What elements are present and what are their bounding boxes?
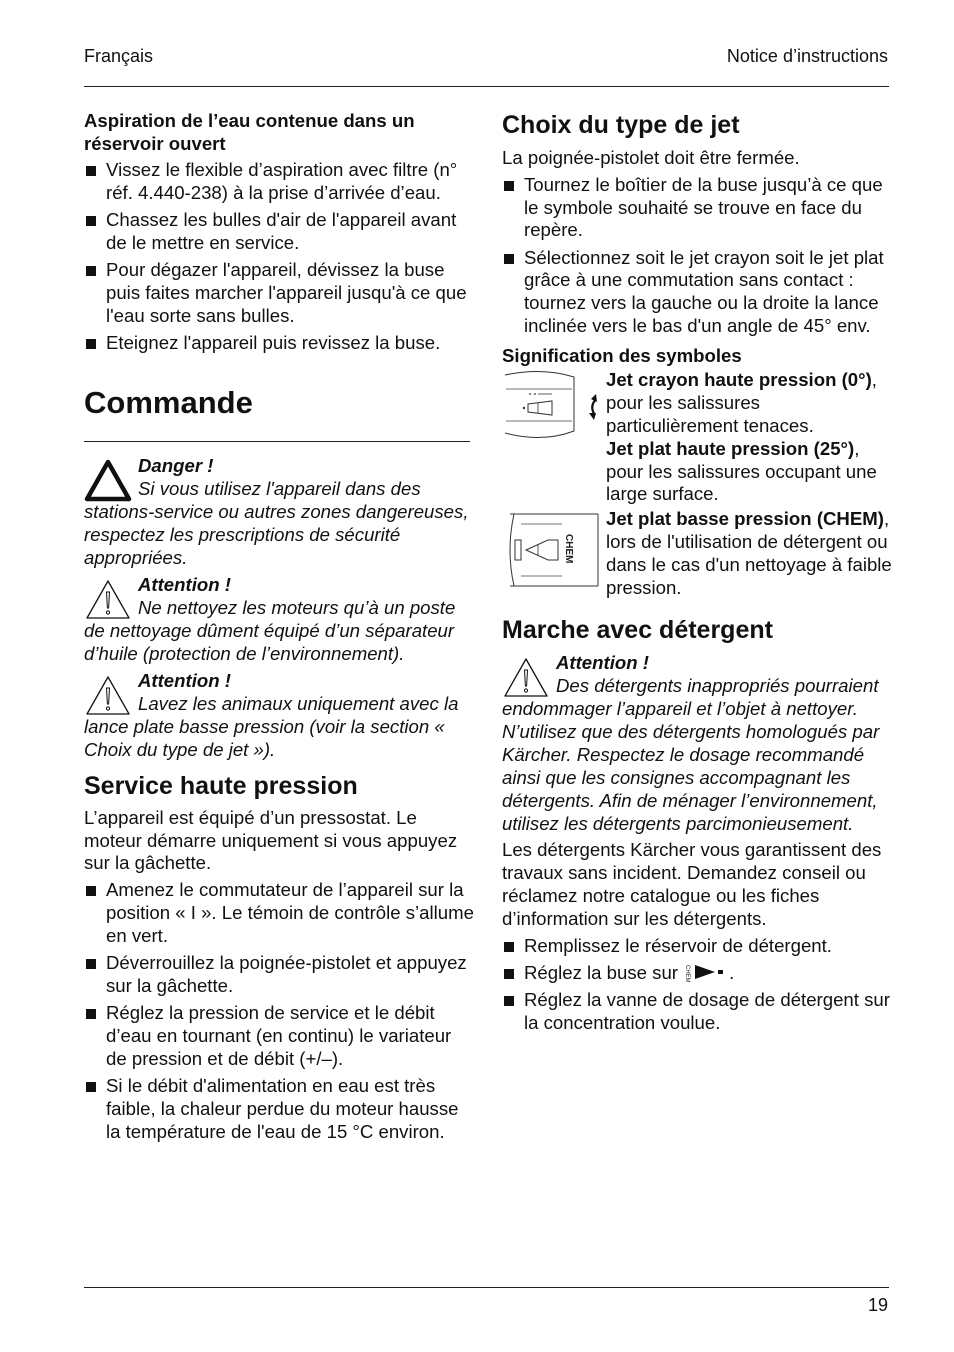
nozzle-high-pressure-icon	[502, 369, 606, 441]
detergent-list	[502, 935, 892, 1035]
symbol-flat-jet-desc: , pour les salissures occupant une large surface.	[606, 437, 877, 505]
danger-warning-icon	[84, 458, 132, 502]
attention-title: Attention !	[556, 652, 649, 674]
list-item: Si le débit d'alimentation en eau est très faible, la chaleur perdue du moteur hausse la température de l'eau de 15 °C environ.	[84, 1075, 474, 1143]
jet-intro: La poignée-pistolet doit être fermée.	[502, 147, 800, 168]
danger-notice	[84, 454, 474, 569]
section-divider	[84, 441, 470, 442]
list-item: Eteignez l'appareil puis revissez la buse.	[84, 332, 474, 355]
danger-title: Danger !	[138, 454, 214, 476]
right-column	[502, 110, 892, 1039]
symbol-chem-desc: , lors de l'utilisation de détergent ou dans le cas d'un nettoyage à faible pression.	[606, 508, 892, 598]
section-title-commande: Commande	[84, 384, 253, 420]
symbol-high-pressure	[502, 369, 892, 506]
detergent-intro: Les détergents Kärcher vous garantissent des travaux sans incident. Demandez conseil ou réclamez notre catalogue ou les fiches d’information sur les détergents.	[502, 839, 882, 929]
symbol-chem	[502, 508, 892, 599]
attention-warning-icon	[84, 577, 132, 621]
svg-text:CHEM: CHEM	[684, 964, 691, 982]
header-title: Notice d’instructions	[726, 46, 888, 66]
list-item: Remplissez le réservoir de détergent.	[502, 935, 892, 958]
chem-nozzle-symbol-icon	[683, 962, 729, 982]
chem-label: CHEM	[563, 534, 574, 564]
attention-text: Ne nettoyez les moteurs qu’à un poste de nettoyage dûment équipé d’un séparateur d’huile (protection de l’environnement).	[84, 596, 456, 664]
attention-text: Lavez les animaux uniquement avec la lance plate basse pression (voir la section « Choix du type de jet »).	[84, 692, 459, 760]
symbol-pencil-jet-desc: , pour les salissures particulièrement tenaces.	[606, 369, 877, 436]
nozzle-chem-icon	[502, 510, 606, 590]
service-list	[84, 879, 474, 1143]
attention-notice-2	[84, 669, 474, 761]
left-column	[84, 110, 474, 1148]
jet-list	[502, 174, 892, 338]
list-item-text: Réglez la buse sur	[524, 961, 678, 983]
list-item: Chassez les bulles d'air de l'appareil avant de le mettre en service.	[84, 209, 474, 255]
list-item: Pour dégazer l'appareil, dévissez la buse puis faites marcher l'appareil jusqu'à ce que l'eau sorte sans bulles.	[84, 259, 474, 327]
list-item: Réglez la pression de service et le débit d’eau en tournant (en continu) le variateur de pression et de débit (+/–).	[84, 1002, 474, 1070]
danger-text: Si vous utilisez l'appareil dans des stations-service ou autres zones dangereuses, respectez les prescriptions de sécurité appropriées.	[84, 477, 469, 568]
list-item-text: tournez vers la gauche ou la droite la lance inclinée vers le bas d'un angle de 45° env.	[524, 292, 879, 337]
header-divider	[84, 86, 889, 87]
aspiration-heading: Aspiration de l’eau contenue dans un réservoir ouvert	[84, 110, 415, 154]
symbol-flat-jet-title: Jet plat haute pression (25°)	[606, 437, 855, 459]
attention-warning-icon	[84, 673, 132, 717]
attention-warning-icon	[502, 655, 550, 699]
section-title-jet: Choix du type de jet	[502, 111, 740, 139]
attention-text: Des détergents inappropriés pourraient endommager l’appareil et l’objet à nettoyer. N’utilisez que des détergents homologués par Kärcher. Respectez le dosage recommandé ainsi que les consignes accompagnant les détergents. Afin de ménager l’environnement, utilisez les détergents parcimonieusement.	[502, 675, 880, 835]
section-title-service: Service haute pression	[84, 771, 358, 800]
header-language: Français	[84, 46, 154, 66]
service-intro: L’appareil est équipé d’un pressostat. Le moteur démarre uniquement si vous appuyez sur la gâchette.	[84, 806, 458, 874]
list-item: Réglez la vanne de dosage de détergent sur la concentration voulue.	[502, 989, 892, 1035]
list-item	[502, 962, 892, 985]
attention-notice-1	[84, 573, 474, 665]
symbol-chem-title: Jet plat basse pression (CHEM)	[606, 508, 884, 530]
symbol-pencil-jet-title: Jet crayon haute pression (0°)	[606, 369, 872, 391]
list-item: Déverrouillez la poignée-pistolet et appuyez sur la gâchette.	[84, 952, 474, 998]
detergent-attention-notice	[502, 651, 892, 835]
list-item: Vissez le flexible d’aspiration avec filtre (n° réf. 4.440-238) à la prise d’arrivée d’eau.	[84, 159, 474, 205]
symbols-heading: Signification des symboles	[502, 344, 742, 366]
list-item: Amenez le commutateur de l’appareil sur la position « I ». Le témoin de contrôle s’allume en vert.	[84, 879, 474, 947]
list-item	[502, 247, 892, 338]
page-number: 19	[867, 1295, 888, 1315]
list-item: Tournez le boîtier de la buse jusqu’à ce que le symbole souhaité se trouve en face du repère.	[502, 174, 892, 242]
aspiration-list	[84, 159, 474, 355]
attention-title: Attention !	[138, 669, 231, 691]
section-title-detergent: Marche avec détergent	[502, 616, 773, 645]
attention-title: Attention !	[138, 573, 231, 595]
list-item-text: .	[729, 961, 735, 983]
footer-divider	[84, 1287, 889, 1288]
list-item-text: Sélectionnez soit le jet crayon soit le jet plat grâce à une commutation sans contact :	[524, 246, 884, 291]
